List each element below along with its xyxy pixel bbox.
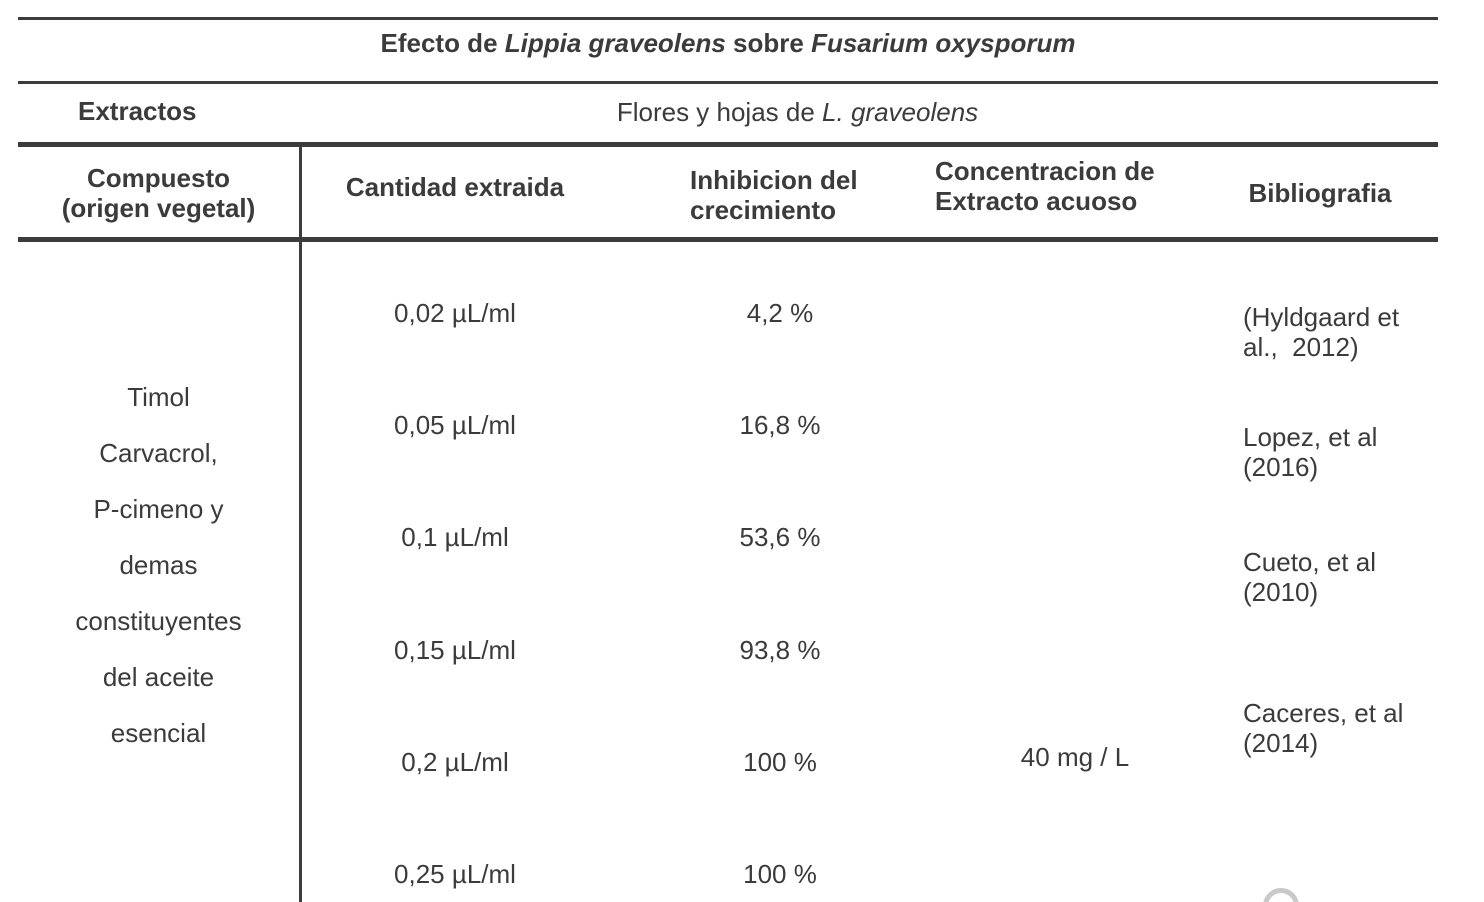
compound-line: Carvacrol, <box>99 438 218 468</box>
cantidad-value: 0,25 µL/ml <box>394 859 516 889</box>
header-bottom-border <box>18 237 1438 242</box>
bibliography-entry <box>1243 698 1439 758</box>
header-compuesto-line2: (origen vegetal) <box>61 193 256 223</box>
extractos-label: Extractos <box>78 96 197 126</box>
extract-source-prefix: Flores y hojas de <box>616 97 823 127</box>
title-divider <box>18 81 1438 84</box>
bibliography-line: (2014) <box>1243 728 1319 758</box>
species-name-italic: L. graveolens <box>822 97 979 127</box>
compound-cell <box>18 369 299 761</box>
bibliography-entry <box>1243 302 1439 362</box>
header-cantidad: Cantidad extraida <box>345 172 565 202</box>
cantidad-value: 0,15 µL/ml <box>394 635 516 665</box>
inhibicion-value: 93,8 % <box>739 635 821 665</box>
compound-line: Timol <box>127 382 190 412</box>
inhibicion-value: 100 % <box>743 859 817 889</box>
species-name-italic: Fusarium oxysporum <box>811 28 1076 58</box>
bibliography-line: (Hyldgaard et <box>1243 302 1400 332</box>
header-inhibicion-line2: crecimiento <box>690 195 836 225</box>
inhibicion-value: 100 % <box>743 747 817 777</box>
bibliography-line: Caceres, et al <box>1243 698 1404 728</box>
header-compuesto <box>18 163 299 223</box>
compound-line: esencial <box>110 718 207 748</box>
inhibicion-value: 16,8 % <box>739 410 821 440</box>
title-text: sobre <box>725 28 812 58</box>
cantidad-value: 0,1 µL/ml <box>401 522 509 552</box>
concentracion-value: 40 mg / L <box>1020 742 1130 772</box>
header-compuesto-line1: Compuesto <box>87 163 230 193</box>
compound-line: demas <box>119 550 198 580</box>
cantidad-value: 0,02 µL/ml <box>394 298 516 328</box>
header-concentracion-line2: Extracto acuoso <box>935 186 1138 216</box>
extract-source-text <box>305 97 1290 127</box>
header-inhibicion <box>690 165 858 225</box>
header-bibliografia: Bibliografia <box>1248 178 1392 208</box>
cantidad-value: 0,05 µL/ml <box>394 410 516 440</box>
bibliography-line: Cueto, et al <box>1243 547 1376 577</box>
header-inhibicion-line1: Inhibicion del <box>690 165 858 195</box>
compound-line: del aceite <box>102 662 215 692</box>
cantidad-value: 0,2 µL/ml <box>401 747 509 777</box>
compound-line: constituyentes <box>75 606 242 636</box>
inhibicion-value: 53,6 % <box>739 522 821 552</box>
title-text: Efecto de <box>380 28 505 58</box>
table-top-border <box>18 17 1438 20</box>
column-divider <box>299 142 302 902</box>
bibliography-line: (2010) <box>1243 577 1319 607</box>
bibliography-line: (2016) <box>1243 452 1319 482</box>
inhibicion-value: 4,2 % <box>746 298 814 328</box>
partial-circle-decoration <box>1263 888 1299 902</box>
header-concentracion-line1: Concentracion de <box>935 156 1155 186</box>
compound-line: P-cimeno y <box>93 494 224 524</box>
bibliography-line: Lopez, et al <box>1243 422 1378 452</box>
table-title <box>18 28 1438 58</box>
header-top-border <box>18 142 1438 147</box>
header-concentracion <box>935 156 1155 216</box>
bibliography-entry <box>1243 422 1439 482</box>
bibliography-entry <box>1243 547 1439 607</box>
bibliography-line: al., 2012) <box>1243 332 1359 362</box>
species-name-italic: Lippia graveolens <box>504 28 726 58</box>
